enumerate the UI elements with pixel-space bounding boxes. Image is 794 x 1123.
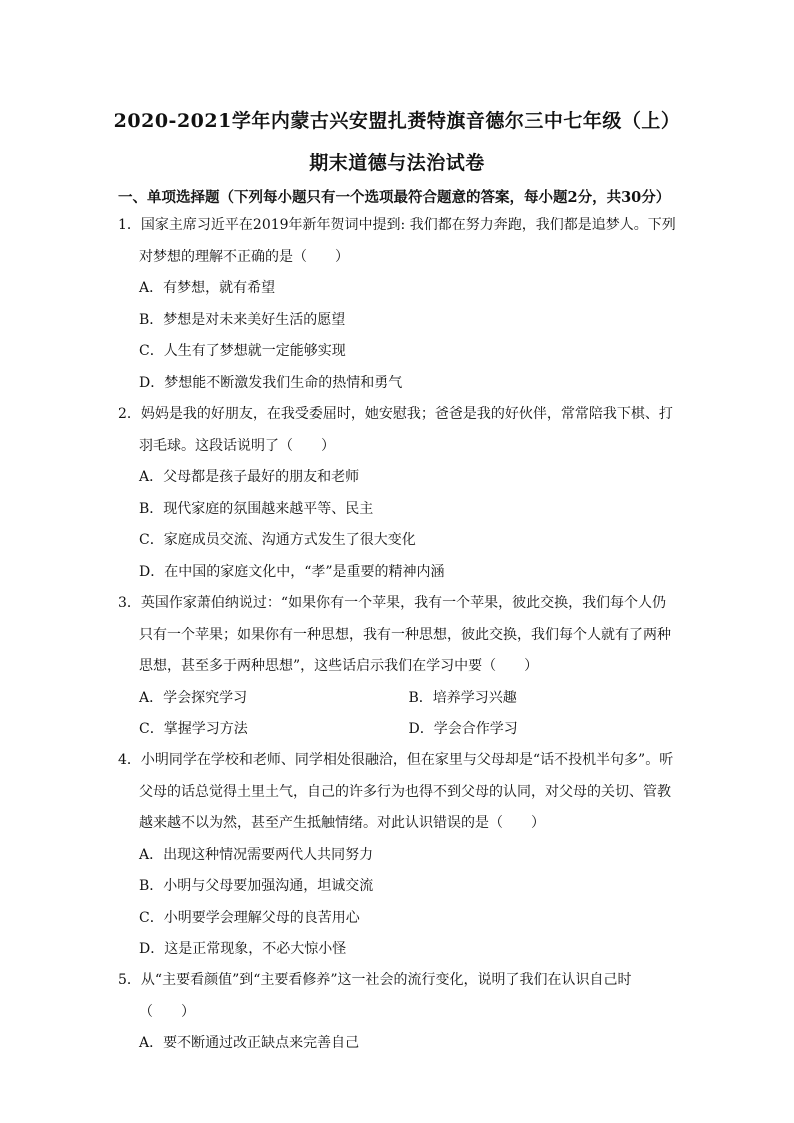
option-d: D．在中国的家庭文化中，“孝”是重要的精神内涵 xyxy=(139,563,445,580)
question-4 xyxy=(118,745,678,966)
options-row xyxy=(118,714,678,746)
option-a: A．有梦想，就有希望 xyxy=(139,280,276,296)
exam-title-line2: 期末道德与法治试卷 xyxy=(309,152,485,174)
question-3 xyxy=(118,588,678,746)
option-c: C．人生有了梦想就一定能够实现 xyxy=(139,343,346,359)
question-stem: 4．小明同学在学校和老师、同学相处很融洽，但在家里与父母却是“话不投机半句多”。听父母的话总觉得土里土气，自己的许多行为也得不到父母的认同，对父母的关切、管教越来越不以为然，甚至产生抵触情绪。对此认识错误的是（ ） xyxy=(118,752,674,831)
question-stem: 1．国家主席习近平在2019年新年贺词中提到: 我们都在努力奔跑，我们都是追梦人。下列对梦想的理解不正确的是（ ） xyxy=(118,217,676,265)
option-b: B．小明与父母要加强沟通，坦诚交流 xyxy=(139,878,374,894)
section-heading: 一、单项选择题（下列每小题只有一个选项最符合题意的答案，每小题2分，共30分） xyxy=(118,189,671,206)
option-a: A．学会探究学习 xyxy=(139,689,248,706)
question-stem: 3．英国作家萧伯纳说过：“如果你有一个苹果，我有一个苹果，彼此交换，我们每个人仍只有一个苹果；如果你有一种思想，我有一种思想，彼此交换，我们每个人就有了两种思想，甚至多于两种思想”，这些话启示我们在学习中要（ ） xyxy=(118,595,671,674)
option-a: A．父母都是孩子最好的朋友和老师 xyxy=(139,469,360,485)
question-2 xyxy=(118,399,678,588)
option-b: B．梦想是对未来美好生活的愿望 xyxy=(139,311,346,328)
question-1 xyxy=(118,210,678,399)
option-d: D．梦想能不断激发我们生命的热情和勇气 xyxy=(139,374,403,391)
option-c: C．家庭成员交流、沟通方式发生了很大变化 xyxy=(139,532,416,548)
option-a: A．要不断通过改正缺点来完善自己 xyxy=(139,1035,360,1051)
exam-title-line1: 2020-2021学年内蒙古兴安盟扎赉特旗音德尔三中七年级（上） xyxy=(113,110,681,132)
option-d: D．学会合作学习 xyxy=(408,721,518,737)
question-stem: 5．从“主要看颜值”到“主要看修养”这一社会的流行变化，说明了我们在认识自己时（ ） xyxy=(118,972,632,1020)
option-d: D．这是正常现象，不必大惊小怪 xyxy=(139,941,347,957)
option-b: B．现代家庭的氛围越来越平等、民主 xyxy=(139,500,374,517)
option-b: B．培养学习兴趣 xyxy=(408,689,517,706)
option-c: C．小明要学会理解父母的良苦用心 xyxy=(139,909,360,926)
option-a: A．出现这种情况需要两代人共同努力 xyxy=(139,846,374,863)
question-5 xyxy=(118,965,678,1060)
option-c: C．掌握学习方法 xyxy=(139,721,248,737)
question-stem: 2．妈妈是我的好朋友，在我受委屈时，她安慰我；爸爸是我的好伙伴，常常陪我下棋、打羽毛球。这段话说明了（ ） xyxy=(118,406,673,454)
options-row xyxy=(118,683,678,715)
